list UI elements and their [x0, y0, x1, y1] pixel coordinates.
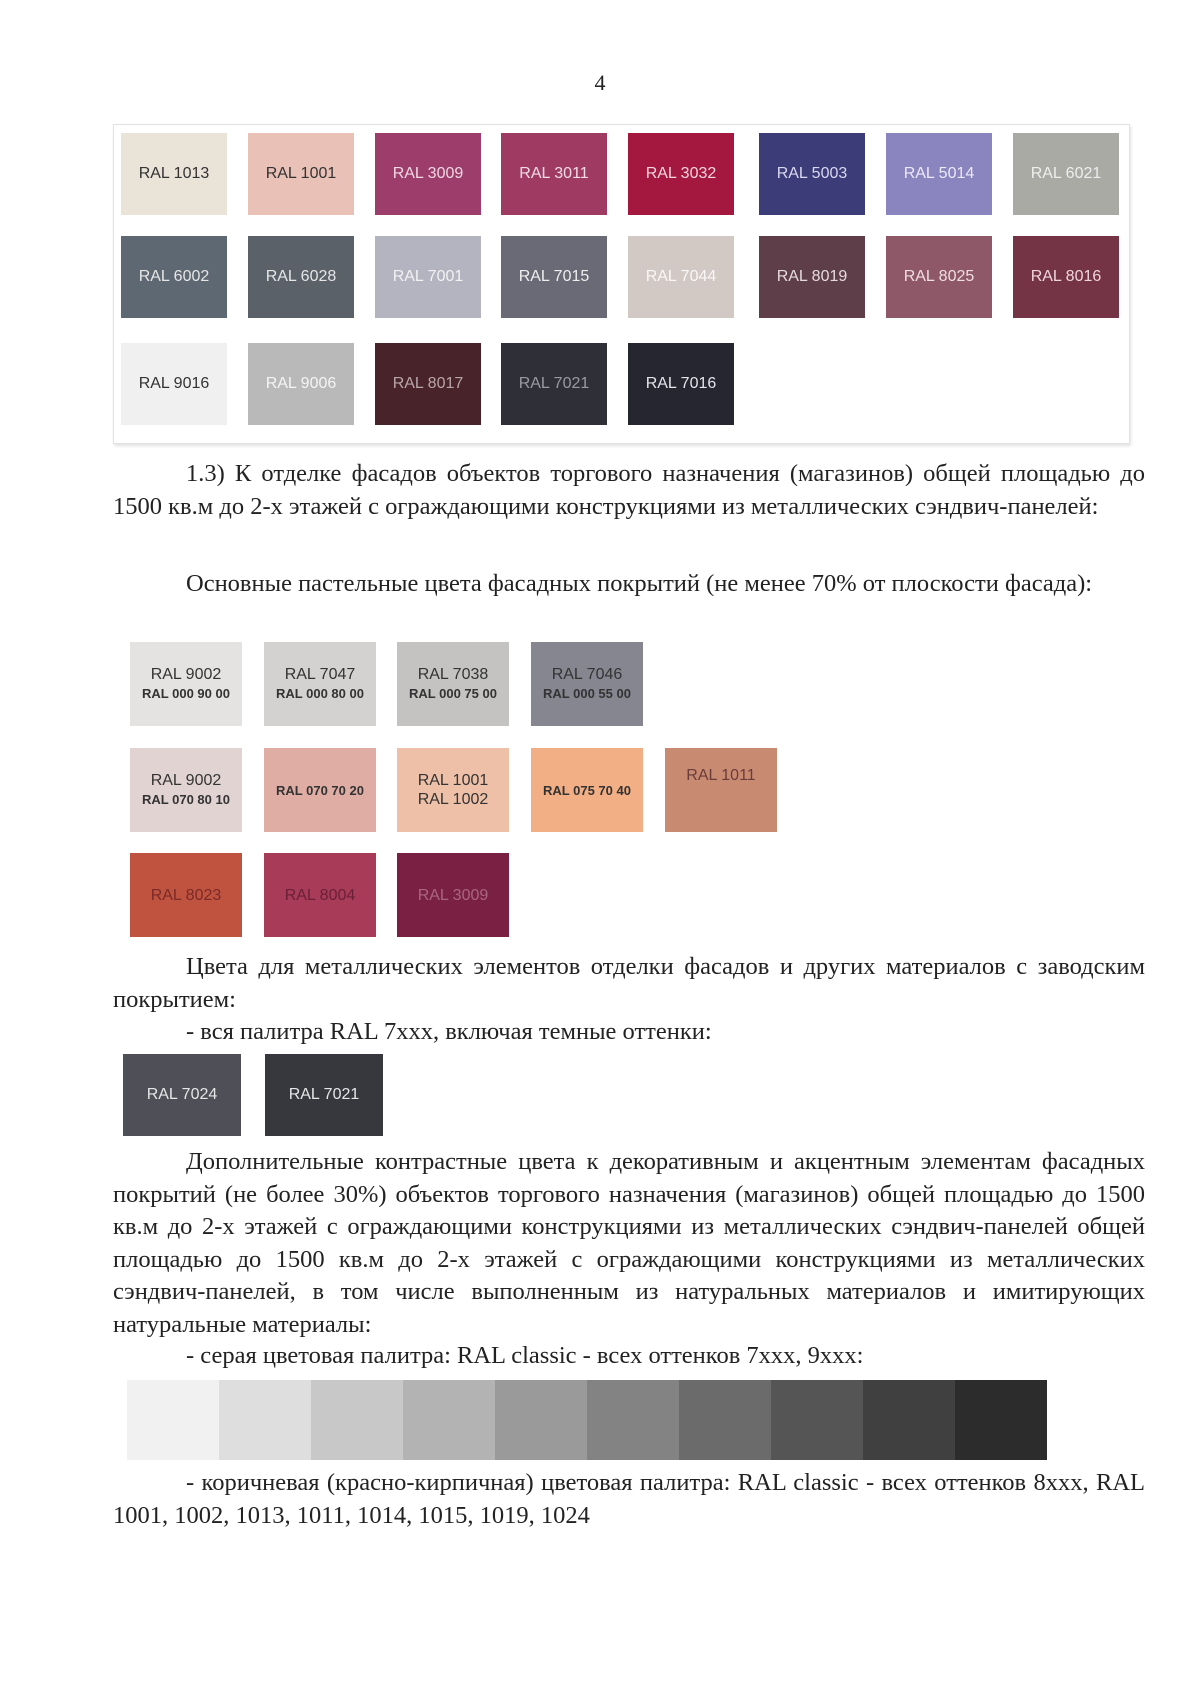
- color-swatch: RAL 6028: [248, 236, 354, 318]
- paragraph-1-3: 1.3) К отделке фасадов объектов торгового назначения (магазинов) общей площадью до 1500 кв.м до 2-х этажей с ограждающими конструкциями из металлических сэндвич-панелей:: [113, 460, 1145, 520]
- gray-shade-block: [587, 1380, 679, 1460]
- metal-color-swatch: RAL 7024: [123, 1054, 241, 1136]
- gray-shade-block: [495, 1380, 587, 1460]
- color-swatch: RAL 8025: [886, 236, 992, 318]
- color-swatch: RAL 7021: [501, 343, 607, 425]
- pastel-color-swatch: [397, 642, 509, 726]
- color-swatch: RAL 5014: [886, 133, 992, 215]
- swatch-label: RAL 3009: [417, 886, 489, 904]
- swatch-label: RAL 075 70 40: [543, 782, 631, 798]
- pastel-color-swatch: [130, 853, 242, 937]
- pastel-color-swatch: [264, 748, 376, 832]
- pastel-color-swatch: [397, 748, 509, 832]
- swatch-label: RAL 1001: [417, 772, 489, 789]
- gray-shade-block: [863, 1380, 955, 1460]
- pastel-color-swatch: [531, 748, 643, 832]
- swatch-label: RAL 070 70 20: [276, 782, 364, 798]
- paragraph-ral7xxx: - вся палитра RAL 7ххх, включая темные оттенки:: [186, 1018, 712, 1045]
- color-swatch: RAL 3011: [501, 133, 607, 215]
- paragraph-gray-palette: - серая цветовая палитра: RAL classic - всех оттенков 7ххх, 9ххх:: [186, 1342, 864, 1369]
- color-swatch: RAL 8019: [759, 236, 865, 318]
- color-swatch: RAL 6021: [1013, 133, 1119, 215]
- pastel-color-swatch: [665, 748, 777, 832]
- gray-shade-block: [127, 1380, 219, 1460]
- color-swatch: RAL 7015: [501, 236, 607, 318]
- color-swatch: RAL 1013: [121, 133, 227, 215]
- swatch-label: RAL 7047: [284, 666, 356, 683]
- ral-color-palette-main: [113, 124, 1130, 444]
- color-swatch: RAL 8016: [1013, 236, 1119, 318]
- swatch-sublabel: RAL 000 55 00: [543, 686, 631, 701]
- color-swatch: RAL 9016: [121, 343, 227, 425]
- color-swatch: RAL 8017: [375, 343, 481, 425]
- paragraph-brown-palette: - коричневая (красно-кирпичная) цветовая палитра: RAL classic - всех оттенков 8ххх, RAL 1001, 1002, 1013, 1011, 1014, 1015, 1019, 1024: [113, 1469, 1145, 1529]
- pastel-color-swatch: [264, 853, 376, 937]
- swatch-label: RAL 9002: [150, 772, 222, 789]
- color-swatch: RAL 6002: [121, 236, 227, 318]
- color-swatch: RAL 7001: [375, 236, 481, 318]
- swatch-sublabel: RAL 000 80 00: [276, 686, 364, 701]
- paragraph-metal-elements: Цвета для металлических элементов отделки фасадов и других материалов с заводским покрытием:: [113, 953, 1145, 1013]
- swatch-label: RAL 1011: [686, 767, 756, 784]
- pastel-color-swatch: [264, 642, 376, 726]
- swatch-label: RAL 8004: [284, 886, 356, 904]
- gray-shade-block: [219, 1380, 311, 1460]
- pastel-color-swatch: [130, 642, 242, 726]
- color-swatch: RAL 5003: [759, 133, 865, 215]
- paragraph-pastel-colors: Основные пастельные цвета фасадных покрытий (не менее 70% от плоскости фасада):: [186, 570, 1093, 597]
- color-swatch: RAL 3032: [628, 133, 734, 215]
- color-swatch: RAL 7016: [628, 343, 734, 425]
- swatch-label: RAL 7038: [417, 666, 489, 683]
- swatch-sublabel: RAL 000 90 00: [142, 686, 230, 701]
- gray-shade-block: [311, 1380, 403, 1460]
- pastel-color-swatch: [531, 642, 643, 726]
- color-swatch: RAL 3009: [375, 133, 481, 215]
- swatch-sublabel: RAL 1002: [417, 791, 489, 808]
- swatch-sublabel: RAL 000 75 00: [409, 686, 497, 701]
- gray-shade-block: [679, 1380, 771, 1460]
- gray-shade-block: [403, 1380, 495, 1460]
- pastel-color-swatch: [397, 853, 509, 937]
- gray-shade-block: [771, 1380, 863, 1460]
- swatch-sublabel: RAL 070 80 10: [142, 792, 230, 807]
- metal-color-swatch: RAL 7021: [265, 1054, 383, 1136]
- gray-shade-block: [955, 1380, 1047, 1460]
- pastel-color-swatch: [130, 748, 242, 832]
- swatch-label: RAL 7046: [551, 666, 623, 683]
- paragraph-contrast-colors: Дополнительные контрастные цвета к декоративным и акцентным элементам фасадных покрытий (не более 30%) объектов торгового назначения (магазинов) общей площадью до 1500 кв.м до 2-х этажей с ограждающими конструкциями из металлических сэндвич-панелей общей площадью до 1500 кв.м до 2-х этажей с ограждающими конструкциями из металлических сэндвич-панелей, в том числе выполненным из натуральных материалов и имитирующих натуральные материалы:: [113, 1148, 1145, 1338]
- color-swatch: RAL 9006: [248, 343, 354, 425]
- color-swatch: RAL 7044: [628, 236, 734, 318]
- swatch-label: RAL 9002: [150, 666, 222, 683]
- color-swatch: RAL 1001: [248, 133, 354, 215]
- swatch-label: RAL 8023: [150, 886, 222, 904]
- gray-gradient-strip: [127, 1380, 1047, 1460]
- page-number: 4: [594, 70, 606, 95]
